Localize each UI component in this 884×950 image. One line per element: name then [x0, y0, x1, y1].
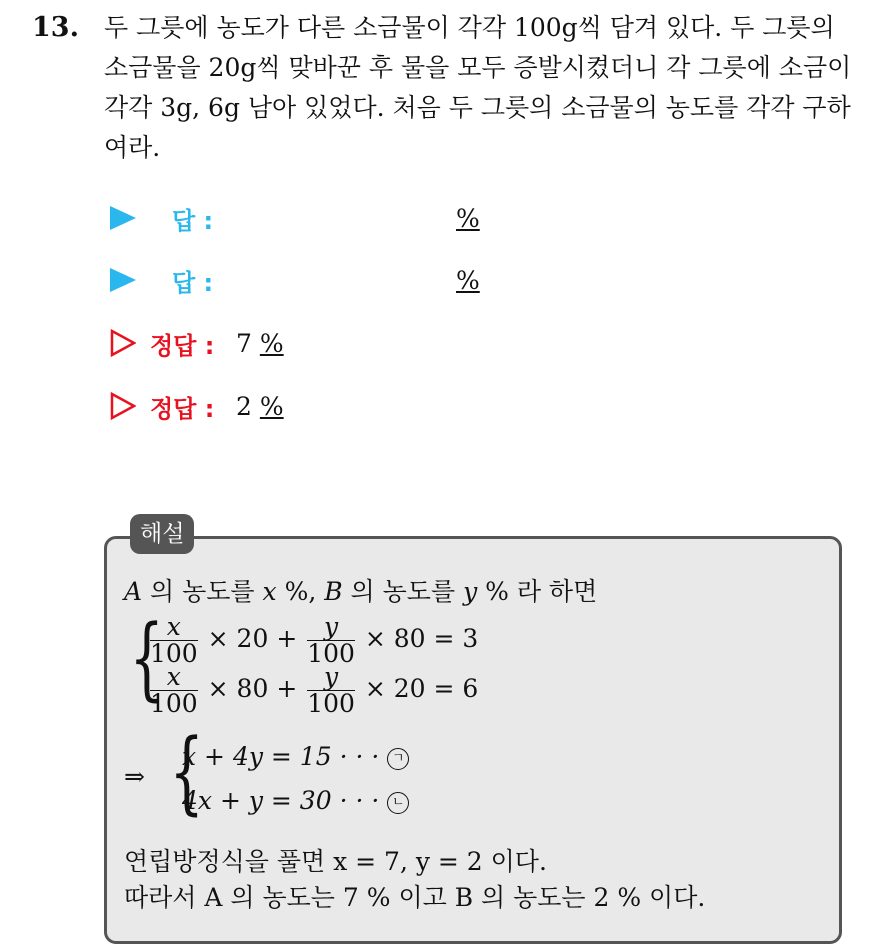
key-label: 정답 :	[150, 331, 215, 360]
equation: 4x + y = 30 · · · ㄴ	[182, 786, 409, 815]
key-value: 7 %	[236, 328, 284, 358]
circled-label: ㄱ	[387, 748, 409, 770]
play-triangle-icon	[110, 206, 136, 230]
answer-unit[interactable]: %	[456, 265, 480, 295]
question-text	[104, 8, 874, 168]
answer-row	[110, 200, 480, 236]
answer-label: 답 :	[172, 268, 214, 297]
question-number: 13.	[32, 12, 79, 43]
question-line: 여라.	[104, 133, 161, 162]
left-brace: {	[129, 606, 164, 711]
key-row	[110, 325, 284, 361]
implies-arrow: ⇒	[124, 762, 145, 791]
answer-row	[110, 262, 480, 298]
play-triangle-icon	[110, 268, 136, 292]
equation: $\frac{x}{100}$ × 20 + $\frac{y}{100}$ × 80 = 3	[150, 612, 479, 668]
solution-result: 연립방정식을 풀면 x = 7, y = 2 이다.	[124, 847, 547, 876]
key-label: 정답 :	[150, 394, 215, 423]
answer-label: 답 :	[172, 206, 214, 235]
solution-intro: A 의 농도를 x %, B 의 농도를 y % 라 하면	[124, 577, 598, 606]
solution-tag: 해설	[130, 514, 194, 554]
answer-unit[interactable]: %	[456, 203, 480, 233]
solution-result: 따라서 A 의 농도는 7 % 이고 B 의 농도는 2 % 이다.	[124, 883, 706, 912]
key-value: 2 %	[236, 391, 284, 421]
question-line: 각각 3g, 6g 남아 있었다. 처음 두 그릇의 소금물의 농도를 각각 구하	[104, 93, 851, 122]
question-line: 소금물을 20g씩 맞바꾼 후 물을 모두 증발시켰더니 각 그릇에 소금이	[104, 53, 852, 82]
equation: $\frac{x}{100}$ × 80 + $\frac{y}{100}$ × 20 = 6	[150, 662, 479, 718]
left-brace: {	[169, 720, 204, 825]
question-line: 두 그릇에 농도가 다른 소금물이 각각 100g씩 담겨 있다. 두 그릇의	[104, 13, 835, 42]
outline-triangle-icon	[110, 392, 136, 420]
equation: x + 4y = 15 · · · ㄱ	[182, 742, 409, 771]
circled-label: ㄴ	[387, 792, 409, 814]
outline-triangle-icon	[110, 329, 136, 357]
key-row	[110, 388, 284, 424]
